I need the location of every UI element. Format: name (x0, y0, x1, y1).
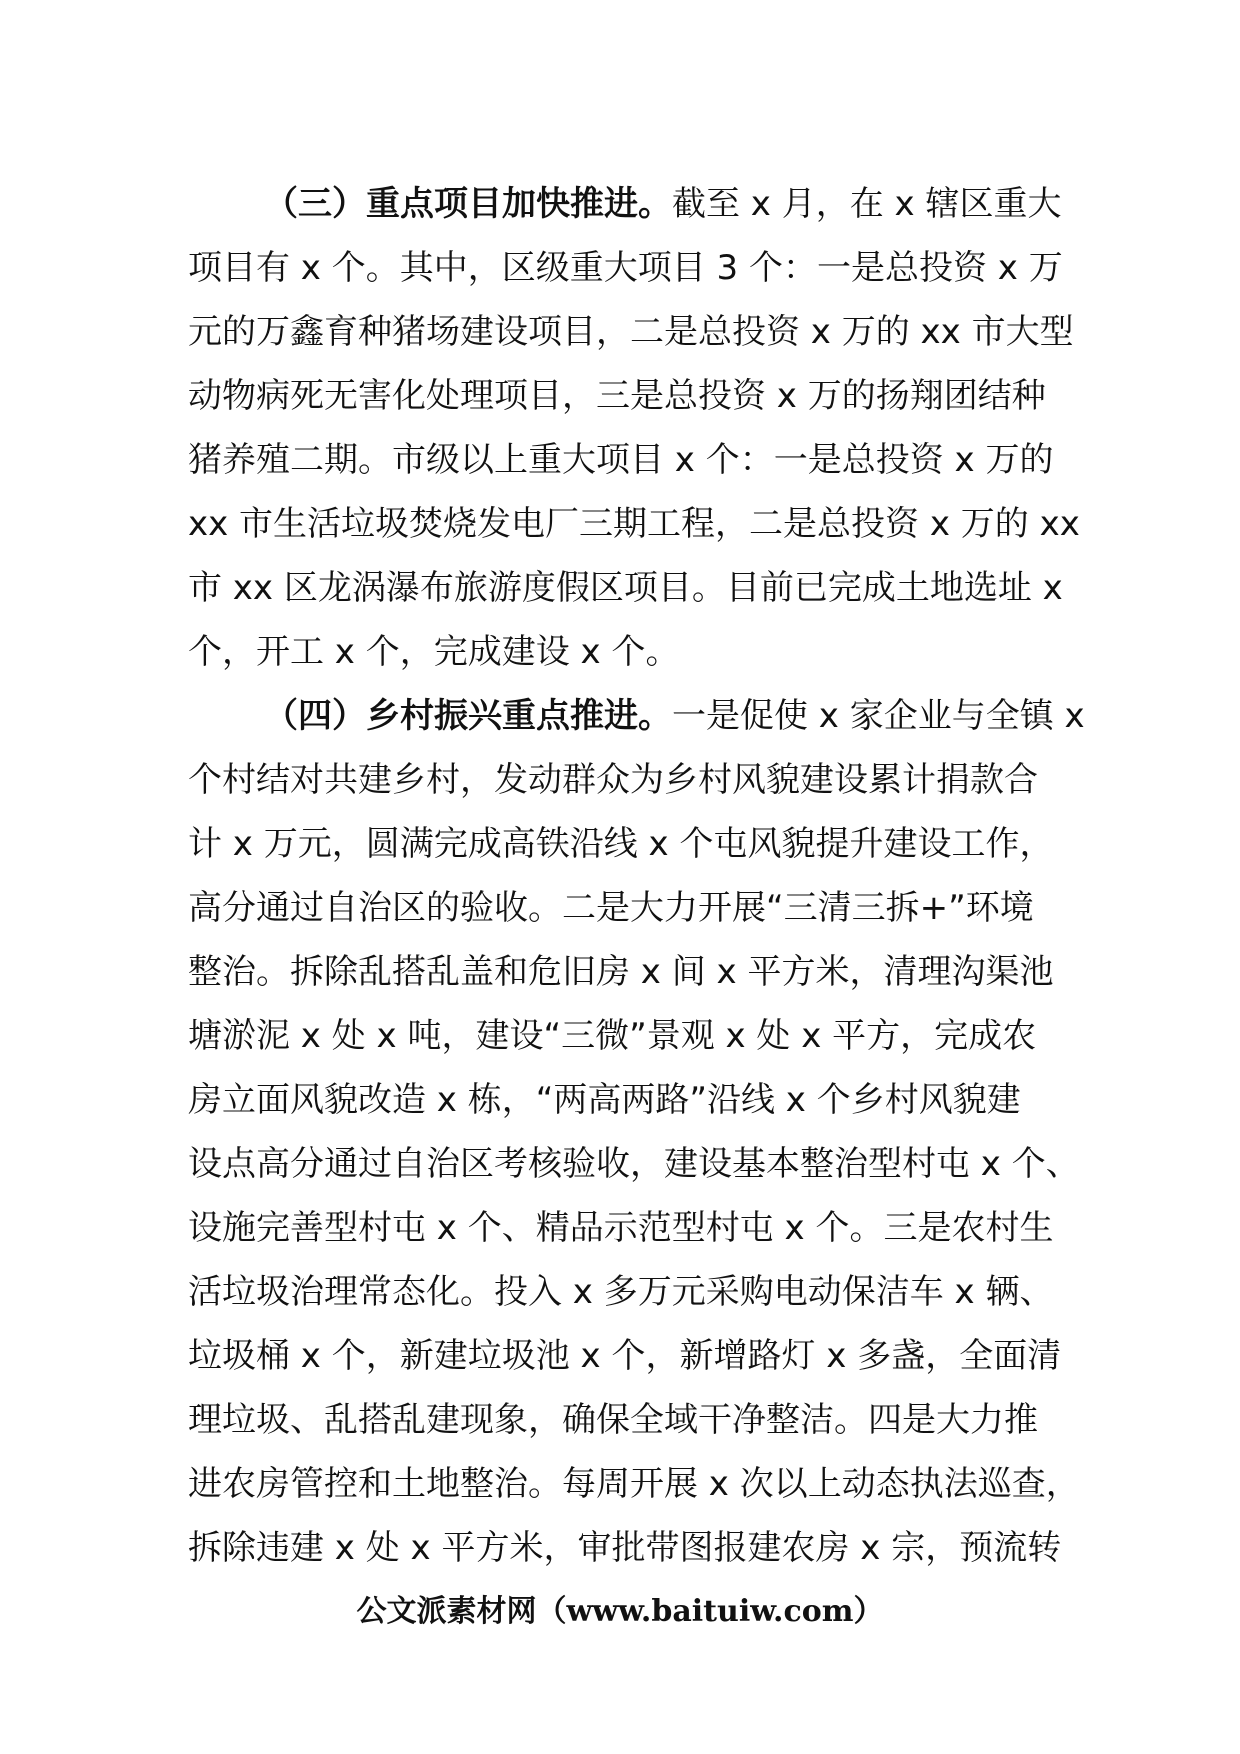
text-line (188, 236, 1063, 300)
document-body (188, 172, 1085, 1580)
line-text: 活垃圾治理常态化。投入 x 多万元采购电动保洁车 x 辆、 (188, 1272, 1054, 1312)
text-line (188, 428, 1058, 492)
text-line (188, 620, 1058, 684)
line-text: 一是促使 x 家企业与全镇 x (672, 696, 1085, 736)
line-text: 个村结对共建乡村，发动群众为乡村风貌建设累计捐款合 (188, 760, 1038, 800)
text-line (188, 172, 1062, 236)
line-text: 拆除违建 x 处 x 平方米，审批带图报建农房 x 宗，预流转 (188, 1528, 1062, 1568)
text-line (188, 1132, 1080, 1196)
line-text: xx 市生活垃圾焚烧发电厂三期工程，二是总投资 x 万的 xx (188, 504, 1080, 544)
section-heading: （四）乡村振兴重点推进。 (264, 696, 672, 736)
line-text: 房立面风貌改造 x 栋，“两高两路”沿线 x 个乡村风貌建 (188, 1080, 1021, 1120)
text-line (188, 1196, 1058, 1260)
line-text: 高分通过自治区的验收。二是大力开展“三清三拆+”环境 (188, 888, 1034, 928)
text-line (188, 492, 1080, 556)
line-text: 元的万鑫育种猪场建设项目，二是总投资 x 万的 xx 市大型 (188, 312, 1074, 352)
line-text: 设施完善型村屯 x 个、精品示范型村屯 x 个。三是农村生 (188, 1208, 1054, 1248)
text-line (188, 1068, 1058, 1132)
line-text: 市 xx 区龙涡瀑布旅游度假区项目。目前已完成土地选址 x (188, 568, 1063, 608)
text-line (188, 1004, 1058, 1068)
text-line (188, 1324, 1062, 1388)
line-text: 动物病死无害化处理项目，三是总投资 x 万的扬翔团结种 (188, 376, 1046, 416)
line-text: 设点高分通过自治区考核验收，建设基本整治型村屯 x 个、 (188, 1144, 1080, 1184)
text-line (188, 1516, 1062, 1580)
line-text: 进农房管控和土地整治。每周开展 x 次以上动态执法巡查， (188, 1464, 1080, 1504)
line-text: 垃圾桶 x 个，新建垃圾池 x 个，新增路灯 x 多盏，全面清 (188, 1336, 1062, 1376)
text-line (188, 940, 1058, 1004)
text-line (188, 364, 1058, 428)
line-text: 截至 x 月，在 x 辖区重大 (672, 184, 1062, 224)
line-text: 猪养殖二期。市级以上重大项目 x 个：一是总投资 x 万的 (188, 440, 1054, 480)
line-text: 塘淤泥 x 处 x 吨，建设“三微”景观 x 处 x 平方，完成农 (188, 1016, 1037, 1056)
line-text: 计 x 万元，圆满完成高铁沿线 x 个屯风貌提升建设工作， (188, 824, 1054, 864)
page-footer: 公文派素材网（www.baituiw.com） (356, 1594, 884, 1629)
text-line (188, 684, 1085, 748)
line-text: 整治。拆除乱搭乱盖和危旧房 x 间 x 平方米，清理沟渠池 (188, 952, 1054, 992)
text-line (188, 1452, 1080, 1516)
line-text: 项目有 x 个。其中，区级重大项目 3 个：一是总投资 x 万 (188, 248, 1063, 288)
text-line (188, 876, 1058, 940)
section-heading: （三）重点项目加快推进。 (264, 184, 672, 224)
text-line (188, 812, 1058, 876)
text-line (188, 748, 1058, 812)
line-text: 理垃圾、乱搭乱建现象，确保全域干净整洁。四是大力推 (188, 1400, 1038, 1440)
text-line (188, 1388, 1058, 1452)
text-line (188, 1260, 1058, 1324)
text-line (188, 556, 1063, 620)
line-text: 个，开工 x 个，完成建设 x 个。 (188, 632, 680, 672)
text-line (188, 300, 1074, 364)
